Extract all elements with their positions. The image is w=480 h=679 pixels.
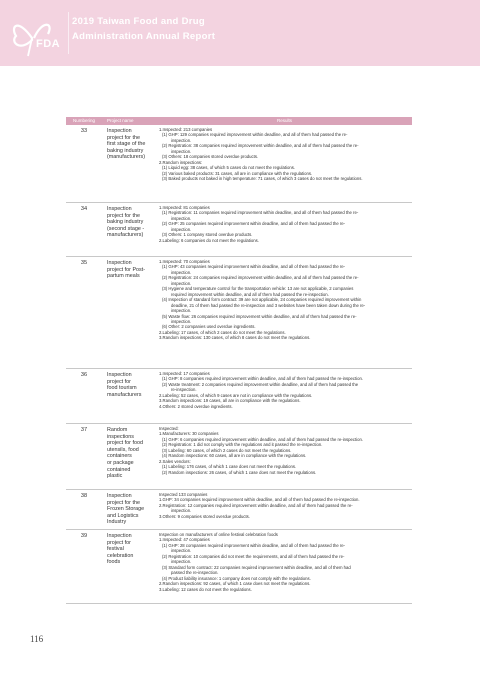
result-line: 3.Others: 9 companies stored overdue products. xyxy=(159,513,250,519)
results-cell xyxy=(159,259,411,341)
project-name-line: Inspection xyxy=(107,493,132,499)
project-name-line: and Logistics xyxy=(107,512,139,519)
result-line: Inspection on manufacturers of online festival celebration foods xyxy=(159,532,278,537)
result-line: (2) GHP: 25 companies required improvement within deadline, and all of them had passed the re- xyxy=(162,221,346,227)
project-name-line: (second stage - xyxy=(107,225,145,232)
header-divider xyxy=(68,12,69,54)
result-line: 4.Others: 2 stored overdue ingredients. xyxy=(159,403,233,409)
result-line: 2.Random inspections: xyxy=(159,159,203,165)
project-name-line: Random xyxy=(107,427,128,433)
result-line: 1.Inspected: 17 companies xyxy=(159,371,210,376)
column-header-project-name: Project name xyxy=(107,118,134,123)
results-cell xyxy=(159,492,411,519)
result-line: (1) GHP: 28 companies required improvement within deadline, and all of them had passed the re- xyxy=(162,542,346,548)
result-line: inspection. xyxy=(171,508,192,514)
result-line: (1) GHP: 8 companies required improvement within deadline, and all of them had passed the re-inspection. xyxy=(162,376,364,382)
result-line: (3) Others: 1 company stored overdue products. xyxy=(162,232,253,238)
result-line: inspection. xyxy=(171,269,192,275)
project-name-line: inspections xyxy=(107,433,134,440)
project-name-line: Inspection xyxy=(107,128,132,134)
project-name-line: Inspection xyxy=(107,533,132,539)
project-name xyxy=(103,427,158,480)
results-cell xyxy=(159,426,411,475)
project-name-line: project for the xyxy=(107,134,140,141)
table-row xyxy=(66,424,412,490)
project-name xyxy=(103,128,158,161)
result-line: 2.Labeling: 17 cases, of which 2 cases do not meet the regulations. xyxy=(159,329,286,335)
result-line: 1.Inspected: 47 companies xyxy=(159,537,210,543)
result-line: 1.GHP: 34 companies required improvement within deadline, and all of them had passed the re-inspection. xyxy=(159,497,360,503)
project-name-line: Inspection xyxy=(107,206,132,212)
column-header-numbering: Numbering xyxy=(72,118,95,123)
result-line: 2.Registration: 12 companies required improvement within deadline, and all of them had passed the re- xyxy=(159,502,353,508)
row-number: 38 xyxy=(80,493,88,499)
project-name-line: Industry xyxy=(107,519,127,526)
result-line: inspection. xyxy=(171,137,192,143)
result-line: Inspected: xyxy=(159,426,179,431)
result-line: (1) Labeling: 176 cases, of which 1 case does not meet the regulations. xyxy=(162,464,297,470)
project-name-line: manufacturers xyxy=(107,391,142,398)
project-name xyxy=(103,493,158,526)
result-line: inspection. xyxy=(171,308,192,314)
result-line: (5) Waste flow: 26 companies required improvement within deadline, and all of them had passed the re- xyxy=(162,313,357,319)
result-line: (1) GHP: 6 companies required improvement within deadline, and all of them had passed the re-inspection. xyxy=(162,436,364,442)
result-line: 2.Sales vendors: xyxy=(159,458,191,464)
result-line: (2) Waste treatment: 2 companies required improvement within deadline, and all of them had passed the xyxy=(162,381,359,387)
project-name-line: food tourism xyxy=(107,385,137,392)
result-line: (2) Registration: 1 did not comply with the regulations and it passed the re-inspection. xyxy=(162,442,323,448)
project-name xyxy=(103,206,158,239)
report-title-line1: 2019 Taiwan Food and Drug xyxy=(72,16,205,27)
result-line: inspection. xyxy=(171,548,192,554)
page-number: 116 xyxy=(30,634,44,644)
row-number: 33 xyxy=(80,128,88,134)
result-line: (2) Registration: 24 companies required improvement within deadline, and all of them had passed the re- xyxy=(162,275,359,281)
project-name-line: plastic xyxy=(107,473,123,480)
result-line: inspection. xyxy=(171,148,192,154)
result-line: (1) GHP: 43 companies required improvement within deadline, and all of them had passed the re- xyxy=(162,264,346,270)
project-name-line: project for Post- xyxy=(107,266,146,273)
result-line: inspection. xyxy=(171,318,192,324)
result-line: (4) Random inspections: 60 cases, all are in compliance with the regulations. xyxy=(162,453,307,459)
project-name-line: utensils, food xyxy=(107,446,139,453)
result-line: re-inspection. xyxy=(171,387,197,393)
results-cell xyxy=(159,205,411,243)
report-title-line2: Administration Annual Report xyxy=(72,31,216,42)
project-name-line: project for xyxy=(107,378,131,385)
project-name-line: partum meals xyxy=(107,273,140,280)
result-line: 3.Labeling: 12 cases do not meet the regulations. xyxy=(159,586,252,592)
result-line: (4) Product liability insurance: 1 company does not comply with the regulations. xyxy=(162,575,311,581)
project-name-line: project for food xyxy=(107,440,143,447)
project-name-line: manufacturers) xyxy=(107,232,144,239)
result-line: (1) Liquid egg: 38 cases, of which 5 cases do not meet the regulations. xyxy=(162,165,296,171)
project-name-line: contained xyxy=(107,466,131,473)
result-line: (2) Registration: 38 companies required improvement within deadline, and all of them had passed the re- xyxy=(162,143,359,149)
fda-butterfly-logo xyxy=(8,12,68,60)
table-row xyxy=(66,125,412,203)
project-name-line: Frozen Storage xyxy=(107,506,145,513)
column-header-results: Results xyxy=(276,118,292,123)
row-number: 36 xyxy=(80,372,88,378)
row-number: 37 xyxy=(80,427,88,433)
logo-text: FDA xyxy=(36,38,61,50)
table-row xyxy=(66,257,412,369)
result-line: (2) Registration: 10 companies did not meet the requirements, and all of them had passed the re- xyxy=(162,553,345,559)
row-number: 34 xyxy=(80,206,88,212)
result-line: (1) GHP: 129 companies required improvement within deadline, and all of them had passed the re- xyxy=(162,132,348,138)
table-header xyxy=(66,117,412,125)
results-cell xyxy=(159,127,411,182)
project-name-line: (manufacturers) xyxy=(107,154,146,161)
table-row xyxy=(66,530,412,604)
result-line: deadline, 21 of them had passed the re-inspection and 3 websites have been taken down during the re- xyxy=(171,302,366,308)
result-line: Inspected 133 companies xyxy=(159,492,208,497)
project-name-line: or package xyxy=(107,459,134,466)
row-number: 39 xyxy=(80,533,88,539)
result-line: 2.Labeling: 52 cases, of which 9 cases are not in compliance with the regulations. xyxy=(159,392,313,398)
project-name-line: first stage of the xyxy=(107,141,146,148)
result-line: (3) Standard form contract: 22 companies required improvement within deadline, and all of them had xyxy=(162,564,351,570)
project-name-line: baking industry xyxy=(107,219,144,226)
result-line: passed the re-inspection. xyxy=(171,570,219,576)
result-line: 2.Random inspections: 92 cases, of which 1 case does not meet the regulations. xyxy=(159,581,311,587)
project-name-line: containers xyxy=(107,453,132,460)
project-name-line: Inspection xyxy=(107,260,132,266)
project-name xyxy=(103,533,158,566)
project-name-line: Inspection xyxy=(107,372,132,378)
report-title xyxy=(72,14,215,44)
result-line: 2.Labeling: 6 companies do not meet the regulations. xyxy=(159,237,259,243)
header-band xyxy=(0,0,480,66)
project-name-line: project for the xyxy=(107,212,140,219)
result-line: (2) Random inspections: 26 cases, of which 1 case does not meet the regulations. xyxy=(162,469,317,475)
result-line: (3) Baked products not baked in high temperature: 71 cases, of which 3 cases do not meet the regulations. xyxy=(162,176,363,182)
result-line: 1.Inspected: 213 companies xyxy=(159,127,213,132)
project-name xyxy=(103,260,158,280)
table-row xyxy=(66,490,412,530)
result-line: 1.Inspected: 70 companies xyxy=(159,259,210,264)
project-name-line: baking industry xyxy=(107,147,144,154)
result-line: inspection. xyxy=(171,280,192,286)
table-row xyxy=(66,369,412,424)
results-cell xyxy=(159,371,411,409)
result-line: (2) Various baked products: 31 cases, all are in compliance with the regulations. xyxy=(162,170,313,176)
result-line: inspection. xyxy=(171,226,192,232)
result-line: inspection. xyxy=(171,559,192,565)
result-line: (4) Inspection of standard form contract: 39 are not applicable, 24 companies required improvement within xyxy=(162,297,362,303)
project-name-line: project for xyxy=(107,539,131,546)
project-name xyxy=(103,372,158,398)
result-line: 1.Inspected: 81 companies xyxy=(159,205,210,210)
project-name-line: foods xyxy=(107,559,121,566)
result-line: required improvement within deadline, and all of them had passed the re-inspection. xyxy=(171,291,329,297)
result-line: (3) Hygiene and temperature control for the transportation vehicle: 13 are not applicable, 2 companies xyxy=(162,286,354,292)
result-line: inspection. xyxy=(171,215,192,221)
result-line: 1.Manufacturers: 30 companies xyxy=(159,431,219,437)
result-line: (6) Other: 2 companies used overdue ingredients. xyxy=(162,324,256,330)
results-cell xyxy=(159,532,411,592)
result-line: (3) Labeling: 60 cases, of which 2 cases do not meet the regulations. xyxy=(162,447,292,453)
project-name-line: project for the xyxy=(107,499,140,506)
result-line: (1) Registration: 11 companies required improvement within deadline, and all of them had passed the re- xyxy=(162,210,359,216)
project-name-line: festival xyxy=(107,546,124,553)
row-number: 35 xyxy=(80,260,88,266)
result-line: 3.Random inspections: 19 cases, all are in compliance with the regulations. xyxy=(159,398,301,404)
result-line: 3.Random inspections: 130 cases, of which 8 cases do not meet the regulations. xyxy=(159,335,311,341)
result-line: (3) Others: 18 companies stored overdue products. xyxy=(162,154,259,160)
project-name-line: celebration xyxy=(107,552,134,559)
table-row xyxy=(66,203,412,257)
